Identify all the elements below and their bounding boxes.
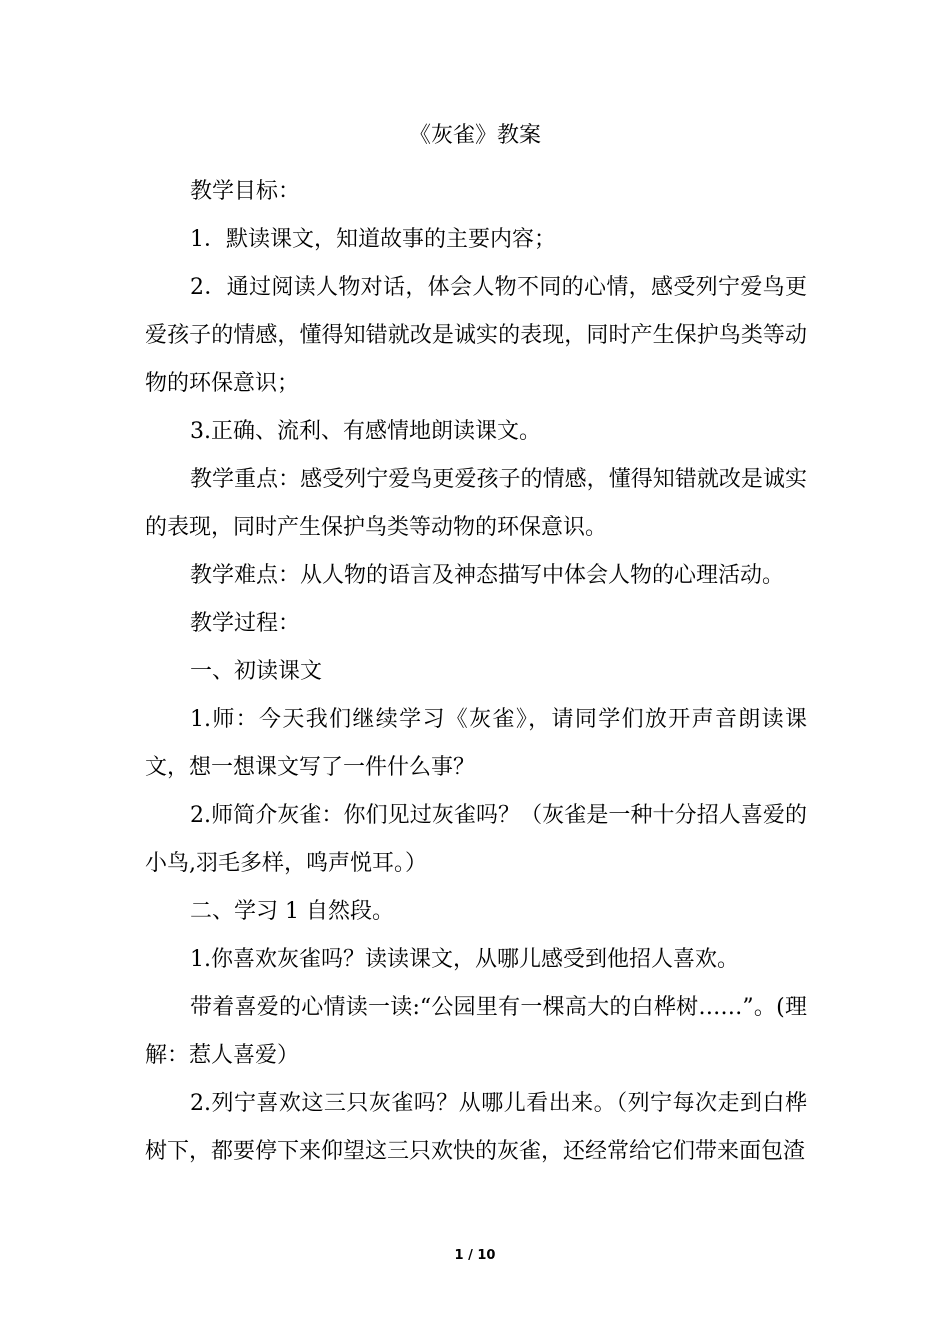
paragraph: 3.正确、流利、有感情地朗读课文。 [190, 419, 541, 444]
paragraph: 1.你喜欢灰雀吗？读读课文，从哪儿感受到他招人喜欢。 [190, 947, 739, 972]
paragraph: 2.师简介灰雀：你们见过灰雀吗？（灰雀是一种十分招人喜爱的小鸟,羽毛多样，鸣声悦耳。） [145, 803, 807, 876]
document-body [145, 168, 807, 1176]
page-number: 1 / 10 [454, 1248, 496, 1263]
paragraph: 教学过程： [190, 611, 301, 636]
paragraph: 教学难点：从人物的语言及神态描写中体会人物的心理活动。 [190, 563, 785, 588]
paragraph: 教学目标： [190, 179, 301, 204]
paragraph: 2．通过阅读人物对话，体会人物不同的心情，感受列宁爱鸟更爱孩子的情感，懂得知错就改是诚实的表现，同时产生保护鸟类等动物的环保意识； [145, 275, 807, 396]
paragraph: 带着喜爱的心情读一读:“公园里有一棵高大的白桦树……”。(理解：惹人喜爱） [145, 995, 807, 1068]
paragraph: 教学重点：感受列宁爱鸟更爱孩子的情感，懂得知错就改是诚实的表现，同时产生保护鸟类等动物的环保意识。 [145, 467, 807, 540]
paragraph: 1.师：今天我们继续学习《灰雀》，请同学们放开声音朗读课文，想一想课文写了一件什么事？ [145, 707, 807, 780]
document-title: 《灰雀》教案 [408, 123, 541, 148]
paragraph: 1．默读课文，知道故事的主要内容； [190, 227, 556, 252]
paragraph: 二、学习 1 自然段。 [190, 899, 394, 924]
paragraph: 2.列宁喜欢这三只灰雀吗？从哪儿看出来。（列宁每次走到白桦树下，都要停下来仰望这三只欢快的灰雀，还经常给它们带来面包渣 [145, 1091, 807, 1164]
paragraph: 一、初读课文 [190, 659, 323, 684]
